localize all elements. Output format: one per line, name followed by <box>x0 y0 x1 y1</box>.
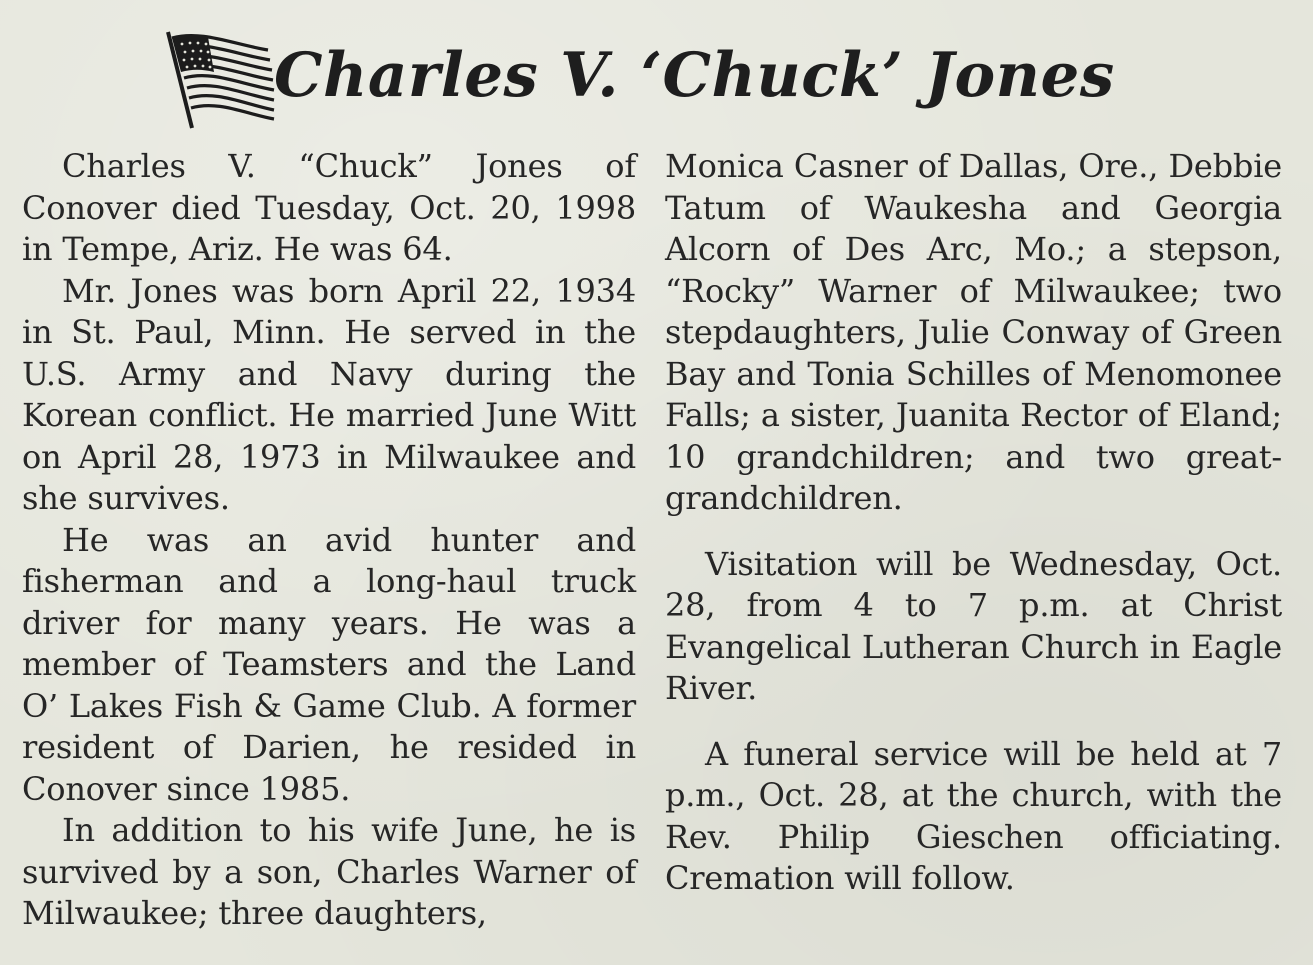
right-column <box>665 146 1282 900</box>
paragraph-interests: He was an avid hunter and fisherman and a long-haul truck driver for many years. He was a member of Teamsters and the Land O’ Lakes Fish & Game Club. A former resident of Darien, he resided in Conover since 1985. <box>22 520 636 808</box>
american-flag-icon <box>162 28 280 132</box>
paragraph-death-notice: Charles V. “Chuck” Jones of Conover died Tuesday, Oct. 20, 1998 in Tempe, Ariz. He was 64. <box>22 147 636 268</box>
headline: Charles V. ‘Chuck’ Jones <box>274 40 1115 111</box>
obituary-header <box>160 26 1160 136</box>
paragraph-funeral-service: A funeral service will be held at 7 p.m., Oct. 28, at the church, with the Rev. Philip Gieschen officiating. Cremation will follow. <box>665 734 1282 897</box>
paragraph-survivors-start: In addition to his wife June, he is survived by a son, Charles Warner of Milwaukee; three daughters, <box>22 811 636 932</box>
paragraph-visitation: Visitation will be Wednesday, Oct. 28, from 4 to 7 p.m. at Christ Evangelical Lutheran Church in Eagle River. <box>665 544 1282 707</box>
paragraph-survivors-continued: Monica Casner of Dallas, Ore., Debbie Tatum of Waukesha and Georgia Alcorn of Des Arc, Mo.; a stepson, “Rocky” Warner of Milwaukee; two stepdaughters, Julie Conway of Green Bay and Tonia Schilles of Menomonee Falls; a sister, Juanita Rector of Eland; 10 grandchildren; and two great-grandchildren. <box>665 147 1282 517</box>
paragraph-biography: Mr. Jones was born April 22, 1934 in St. Paul, Minn. He served in the U.S. Army and Navy during the Korean conflict. He married June Witt on April 28, 1973 in Milwaukee and she survives. <box>22 271 636 517</box>
left-column <box>22 146 636 935</box>
